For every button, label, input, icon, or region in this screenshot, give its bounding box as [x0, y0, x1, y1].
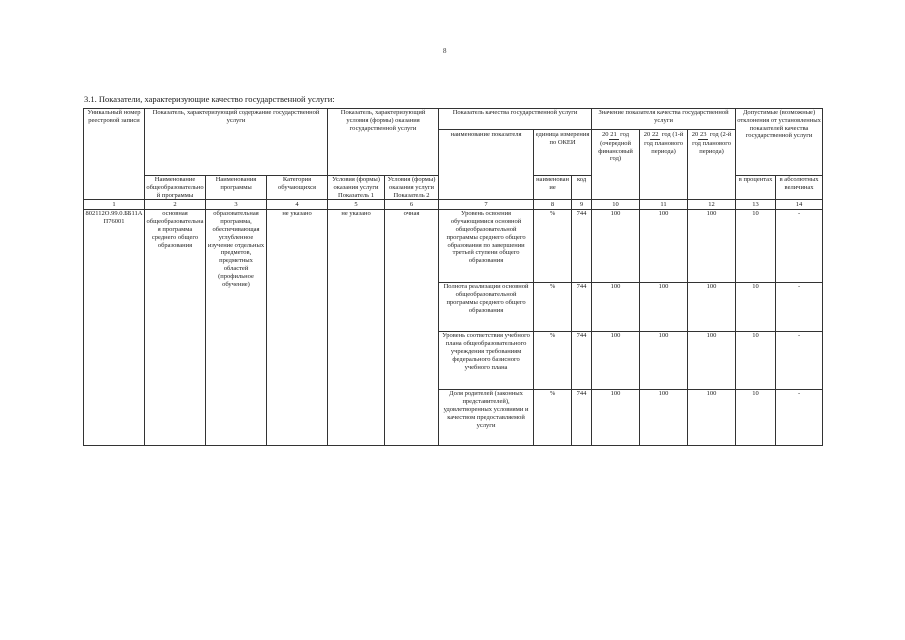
- indicator-name: Полнота реализации основной общеобразовательной программы среднего общего образования: [439, 283, 534, 332]
- header-dev-percent: в процентах: [736, 176, 776, 200]
- indicator-name: Уровень освоения обучающимися основной общеобразовательной программы среднего общего образования по завершении третьей ступени общего образования: [439, 210, 534, 283]
- indicator-code: 744: [572, 332, 592, 390]
- indicator-dev-percent: 10: [736, 283, 776, 332]
- indicator-code: 744: [572, 210, 592, 283]
- header-unit-code: код: [572, 176, 592, 200]
- indicator-code: 744: [572, 390, 592, 446]
- indicator-dev-absolute: -: [776, 210, 823, 283]
- column-number: 5: [328, 200, 385, 210]
- service-category: не указано: [267, 210, 328, 446]
- service-cond2: очная: [385, 210, 439, 446]
- column-number: 11: [640, 200, 688, 210]
- column-number: 9: [572, 200, 592, 210]
- page-number: 8: [443, 47, 447, 55]
- column-number: 13: [736, 200, 776, 210]
- header-sub-cond1: Условия (формы) оказания услуги Показатель 1: [328, 176, 385, 200]
- indicator-unit: %: [534, 332, 572, 390]
- indicator-year3: 100: [688, 332, 736, 390]
- column-number: 4: [267, 200, 328, 210]
- header-year2: 20 22 год (1-й год планового периода): [640, 130, 688, 200]
- header-deviation-group: Допустимые (возможные) отклонения от установленных показателей качества государственной услуги: [736, 109, 823, 176]
- indicator-dev-absolute: -: [776, 390, 823, 446]
- column-number: 6: [385, 200, 439, 210]
- header-value-group: Значение показателя качества государственной услуги: [592, 109, 736, 130]
- header-sub-program-name: Наименование общеобразовательной программы: [146, 176, 204, 199]
- indicator-name: Доля родителей (законных представителей), удовлетворенных условиями и качеством предоставляемой услуги: [439, 390, 534, 446]
- header-quality-group: Показатель качества государственной услуги: [439, 109, 592, 130]
- indicator-year1: 100: [592, 332, 640, 390]
- header-sub-programs: Наименования программы: [206, 176, 267, 200]
- section-title: 3.1. Показатели, характеризующие качество государственной услуги:: [84, 94, 335, 104]
- header-content-group: Показатель, характеризующий содержание государственной услуги: [145, 109, 328, 176]
- service-program: основная общеобразовательная программа среднего общего образования: [145, 210, 206, 446]
- column-number: 14: [776, 200, 823, 210]
- indicator-year3: 100: [688, 283, 736, 332]
- indicator-year2: 100: [640, 283, 688, 332]
- indicator-unit: %: [534, 283, 572, 332]
- quality-indicators-table: [83, 108, 823, 446]
- header-conditions-group: Показатель, характеризующий условия (формы) оказания государственной услуги: [328, 109, 439, 176]
- indicator-year1: 100: [592, 283, 640, 332]
- header-sub-cond2: Условия (формы) оказания услуги Показатель 2: [385, 176, 439, 200]
- column-number: 7: [439, 200, 534, 210]
- indicator-dev-absolute: -: [776, 283, 823, 332]
- indicator-year3: 100: [688, 210, 736, 283]
- column-number: 3: [206, 200, 267, 210]
- indicator-year2: 100: [640, 210, 688, 283]
- indicator-name: Уровень соответствия учебного плана общеобразовательного учреждения требованиям федерального базисного учебного плана: [439, 332, 534, 390]
- indicator-dev-percent: 10: [736, 210, 776, 283]
- column-number: 1: [84, 200, 145, 210]
- header-registry-number: Уникальный номер реестровой записи: [84, 109, 145, 200]
- indicator-unit: %: [534, 390, 572, 446]
- service-programs: образовательная программа, обеспечивающая углубленное изучение отдельных предметов, предметных областей (профильное обучение): [206, 210, 267, 446]
- header-dev-absolute: в абсолютных величинах: [776, 176, 823, 200]
- indicator-unit: %: [534, 210, 572, 283]
- indicator-year2: 100: [640, 390, 688, 446]
- header-year3: 20 23 год (2-й год планового периода): [688, 130, 736, 200]
- indicator-dev-percent: 10: [736, 332, 776, 390]
- column-number: 8: [534, 200, 572, 210]
- header-unit: единица измерения по ОКЕИ: [534, 130, 592, 176]
- indicator-year2: 100: [640, 332, 688, 390]
- column-number: 12: [688, 200, 736, 210]
- indicator-dev-absolute: -: [776, 332, 823, 390]
- indicator-year1: 100: [592, 390, 640, 446]
- column-number: 10: [592, 200, 640, 210]
- header-unit-name: наименование: [534, 176, 572, 200]
- header-year1: 20 21 год (очередной финансовый год): [592, 130, 640, 200]
- indicator-code: 744: [572, 283, 592, 332]
- registry-code: 802112О.99.0.ББ11АП76001: [84, 210, 145, 446]
- header-indicator-name: наименование показателя: [439, 130, 534, 200]
- header-sub-category: Категория обучающихся: [267, 176, 328, 200]
- table-row: [84, 210, 823, 283]
- indicator-year1: 100: [592, 210, 640, 283]
- indicator-year3: 100: [688, 390, 736, 446]
- column-number: 2: [145, 200, 206, 210]
- indicator-dev-percent: 10: [736, 390, 776, 446]
- service-cond1: не указано: [328, 210, 385, 446]
